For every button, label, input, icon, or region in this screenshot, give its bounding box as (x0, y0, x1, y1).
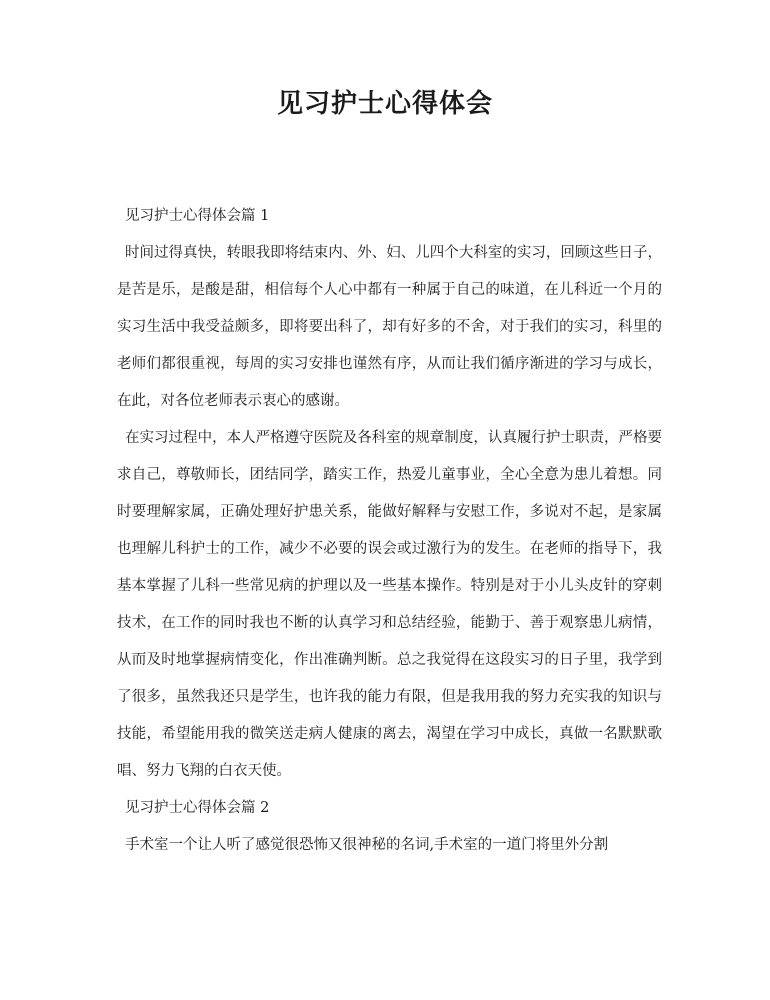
section-heading: 见习护士心得体会篇 1 (125, 208, 270, 224)
paragraph: 在实习过程中，本人严格遵守医院及各科室的规章制度，认真履行护士职责，严格要求自己，尊敬师长，团结同学，踏实工作，热爱儿童事业，全心全意为患儿着想。同时要理解家属，正确处理好护患关系，能做好解释与安慰工作，多说对不起，是家属也理解儿科护士的工作，减少不必要的误会或过激行为的发生。在老师的指导下，我基本掌握了儿科一些常见病的护理以及一些基本操作。特别是对于小儿头皮针的穿刺技术，在工作的同时我也不断的认真学习和总结经验，能勤于、善于观察患儿病情，从而及时地掌握病情变化，作出准确判断。总之我觉得在这段实习的日子里，我学到了很多，虽然我还只是学生，也许我的能力有限，但是我用我的努力充实我的知识与技能，希望能用我的微笑送走病人健康的离去，渴望在学习中成长，真做一名默默歌唱、努力飞翔的白衣天使。 (117, 430, 662, 779)
section-heading: 见习护士心得体会篇 2 (125, 800, 270, 816)
paragraph: 手术室一个让人听了感觉很恐怖又很神秘的名词,手术室的一道门将里外分割 (125, 837, 609, 853)
paragraph: 时间过得真快，转眼我即将结束内、外、妇、儿四个大科室的实习，回顾这些日子，是苦是乐，是酸是甜，相信每个人心中都有一种属于自己的味道，在儿科近一个月的实习生活中我受益颇多，即将要出科了，却有好多的不舍，对于我们的实习，科里的老师们都很重视，每周的实习安排也谨然有序，从而让我们循序渐进的学习与成长，在此，对各位老师表示衷心的感谢。 (117, 245, 662, 409)
document-title: 见习护士心得体会 (276, 89, 493, 119)
document-body (117, 198, 662, 864)
